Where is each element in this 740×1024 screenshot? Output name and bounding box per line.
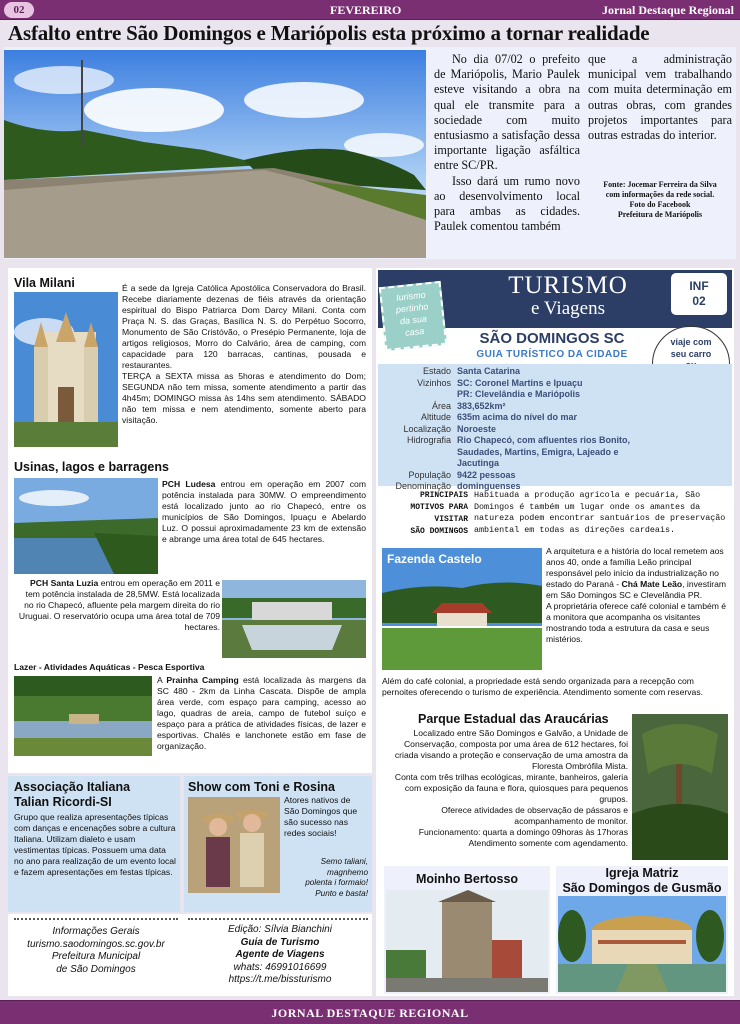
article-col2: que a administração municipal vem trabalhando com muita determinação em outras obras, com grandes projetos importantes para outras estradas do interior.	[588, 52, 732, 143]
fazenda-photo	[382, 548, 542, 670]
info-value: 635m acima do nível do mar	[457, 412, 578, 422]
inf-badge: INF 02	[670, 272, 728, 316]
photo-credit: Fonte: Jocemar Ferreira da Silva com informações da rede social. Foto do Facebook Prefeitura de Mariópolis	[603, 180, 717, 219]
motivos-label: PRINCIPAIS MOTIVOS PARA VISITAR SÃO DOMINGOS	[410, 491, 468, 536]
usinas-title: Usinas, lagos e barragens	[14, 460, 169, 474]
info-key: Área	[431, 400, 451, 411]
info-key: Localização	[403, 423, 451, 434]
prainha-photo	[14, 676, 152, 756]
church-photo	[14, 292, 118, 447]
lazer-title: Lazer - Atividades Aquáticas - Pesca Esportiva	[14, 662, 205, 672]
turismo-stamp: turismo pertinho da sua casa	[379, 281, 447, 351]
city-subtitle: GUIA TURÍSTICO DA CIDADE	[476, 349, 628, 360]
associacao-title: Associação Italiana Talian Ricordi-SI	[14, 780, 131, 809]
fazenda-text: A arquitetura e a história do local remetem aos anos 40, onde a família Leão principal responsável pelo início da industrialização no estado do Paraná - Chá Mate Leão, investiram em São Domingos SC e Clevelândia PR. A proprietária oferece café colonial e também é a monitora que acompanha os visitantes mostrando toda a estrutura da casa e seus mistérios.	[546, 546, 727, 644]
info-value: dominguenses	[457, 481, 521, 491]
info-key: Denominação	[395, 481, 451, 491]
info-value: Santa Catarina	[457, 366, 521, 376]
top-bar	[0, 0, 740, 20]
newspaper-name: Jornal Destaque Regional	[602, 3, 734, 17]
associacao-text: Grupo que realiza apresentações típicas com danças e encenações sobre a cultura Italiana. Utilizam dialeto e usam vestimentas típicas. Possuem uma data no ano para realização de um evento local e fazem apresentações em festas típicas.	[14, 812, 176, 877]
show-text: Atores nativos de São Domingos que são sucesso nas redes sociais!	[284, 795, 358, 838]
info-left: Informações Gerais turismo.saodomingos.sc.gov.br Prefeitura Municipal de São Domingos	[8, 926, 184, 976]
info-row	[380, 470, 656, 482]
info-key: Estado	[422, 366, 451, 376]
turismo-title: TURISMO	[508, 272, 628, 299]
motivos-text: Habituada a produção agrícola e pecuária, São Domingos é também um lugar onde os amantes da natureza podem encontrar santuários de preservação ambiental em todas as direções cardeais.	[474, 490, 726, 535]
info-value: Noroeste	[457, 423, 497, 434]
info-value: 9422 pessoas	[457, 469, 516, 480]
info-row	[380, 389, 656, 401]
tourism-website-link[interactable]: turismo.saodomingos.sc.gov.br	[27, 938, 165, 950]
prainha-text: A Prainha Camping está localizada às margens da SC 480 - 2km da Linha Cascata. Dispõe de ampla área verde, com espaço para camping, acesso ao lago, quadras de areia, campo de futebol suíço e espaço para a prática de atividades físicas, de lazer e esportivas. Chalés e lanchonete estão em fase de organização.	[157, 675, 366, 751]
info-row	[380, 424, 656, 436]
viagens-title: e Viagens	[531, 298, 605, 319]
divider-right	[188, 918, 368, 920]
moinho-photo	[386, 890, 548, 992]
ludesa-text: PCH Ludesa entrou em operação em 2007 com potência instalada para 30MW. O empreendimento está localizado junto ao rio Chapecó, entre os municípios de São Domingos, Ipuaçu e Abelardo Luz. O possui aproximadamente 23 km de extensão e abrange uma área total de 645 hectares.	[162, 479, 366, 544]
fazenda-title: Fazenda Castelo	[387, 552, 482, 566]
info-value: SC: Coronel Martins e Ipuaçu	[457, 377, 583, 388]
article-col1: No dia 07/02 o prefeito de Mariópolis, Mario Paulek esteve visitando a obra na qual ele transmite para a sociedade com muito entusiasmo a satisfação dessa importante ligação asfáltica entre SC/PR. Isso dará um rumo novo ao desenvolvimento local para ambas as cidades. Paulek comentou também	[434, 52, 580, 234]
info-key	[380, 389, 454, 401]
parque-title: Parque Estadual das Araucárias	[418, 712, 609, 726]
travel-bubble: viaje com seu carro	[652, 326, 730, 414]
parque-text: Localizado entre São Domingos e Galvão, a Unidade de Conservação, composta por uma área de 612 hectares, foi criada visando a proteção e conservação de uma amostra da Floresta Ombrófila Mista. Conta com três trilhas ecológicas, mirante, banheiros, galeria com exposição da fauna e flora, quiosques para pequenos grupos. Oferece atividades de observação de pássaros e acompanhamento de monitor. Funcionamento: quarta a domingo 09horas às 17horas Atendimento somente com agendamento.	[394, 728, 628, 848]
divider-left	[14, 918, 178, 920]
whatsapp-contact[interactable]: whats: 46991016699	[233, 961, 327, 973]
vila-milani-text: É a sede da Igreja Católica Apostólica Conservadora do Brasil. Recebe diariamente dezenas de fiéis através da orientação espiritual do Bispo Patriarca Dom Darcy Milani. Conta com Praça N. S. das Graças, Basílica N. S. do Perpétuo Socorro, Monumento de São Cristóvão, o Presépio Permanente, loja de artigos religiosos, Morro do Calvário, área de camping, com capacidade para 120 barracas, cantinas, pousada e restaurantes. TERÇA a SEXTA missa as 5horas e atendimento do Dom; SEGUNDA não tem missa, somente atendimento a partir das 4h45m; DOMINGO missa às 14hs sem atendimento. SÁBADO não tem missa e nem atendimento, somente aberto para visitação.	[122, 283, 366, 425]
info-key: Altitude	[420, 412, 451, 422]
road-photo	[4, 50, 426, 258]
info-row	[380, 401, 656, 413]
info-right: Edição: Sílvia Bianchini Guia de Turismo Agente de Viagens whats: 46991016699 https://t.me/bissturismo	[188, 924, 372, 987]
show-photo	[188, 797, 280, 893]
info-value: 383,652km²	[457, 400, 506, 411]
santa-luzia-photo	[222, 580, 366, 658]
santa-luzia-text: PCH Santa Luzia entrou em operação em 2011 e tem potência instalada de 28,5MW. Está localizada no rio Chapecó, afluente pela margem direita do rio Uruguai. O reservatório ocupa uma área total de 709 hectares.	[18, 578, 220, 632]
info-key: Vizinhos	[417, 377, 451, 388]
footer-bar: JORNAL DESTAQUE REGIONAL	[0, 1000, 740, 1024]
info-value: PR: Clevelândia e Mariópolis	[457, 389, 581, 399]
igreja-photo	[558, 896, 726, 992]
igreja-title: Igreja Matriz São Domingos de Gusmão	[562, 866, 722, 895]
city-title: SÃO DOMINGOS SC	[479, 330, 625, 347]
info-key: Hidrografia	[406, 435, 451, 445]
show-title: Show com Toni e Rosina	[188, 780, 336, 794]
info-row	[380, 378, 656, 390]
headline: Asfalto entre São Domingos e Mariópolis esta próximo a tornar realidade	[8, 21, 650, 45]
fazenda-text-2: Além do café colonial, a propriedade está sendo organizada para a recepção com pernoites oferecendo o turismo de experiência. Atendimento somente com reservas.	[382, 676, 704, 697]
vila-milani-title: Vila Milani	[14, 276, 75, 290]
moinho-title: Moinho Bertosso	[415, 872, 519, 886]
telegram-link[interactable]: https://t.me/bissturismo	[228, 974, 332, 985]
araucaria-photo	[632, 714, 728, 860]
page-number: 02	[4, 2, 34, 18]
show-quote: Semo taliani, magnhemo polenta i formaio! Punto e basta!	[305, 857, 368, 898]
info-key: População	[408, 469, 451, 480]
info-value: Rio Chapecó, com afluentes rios Bonito, Saudades, Martins, Emigra, Lajeado e Jacutinga	[457, 435, 631, 468]
month-label: FEVEREIRO	[330, 3, 402, 17]
info-row	[380, 366, 656, 378]
ludesa-photo	[14, 478, 158, 574]
city-info-table	[380, 366, 656, 493]
info-row	[380, 412, 656, 424]
info-row	[380, 435, 656, 470]
